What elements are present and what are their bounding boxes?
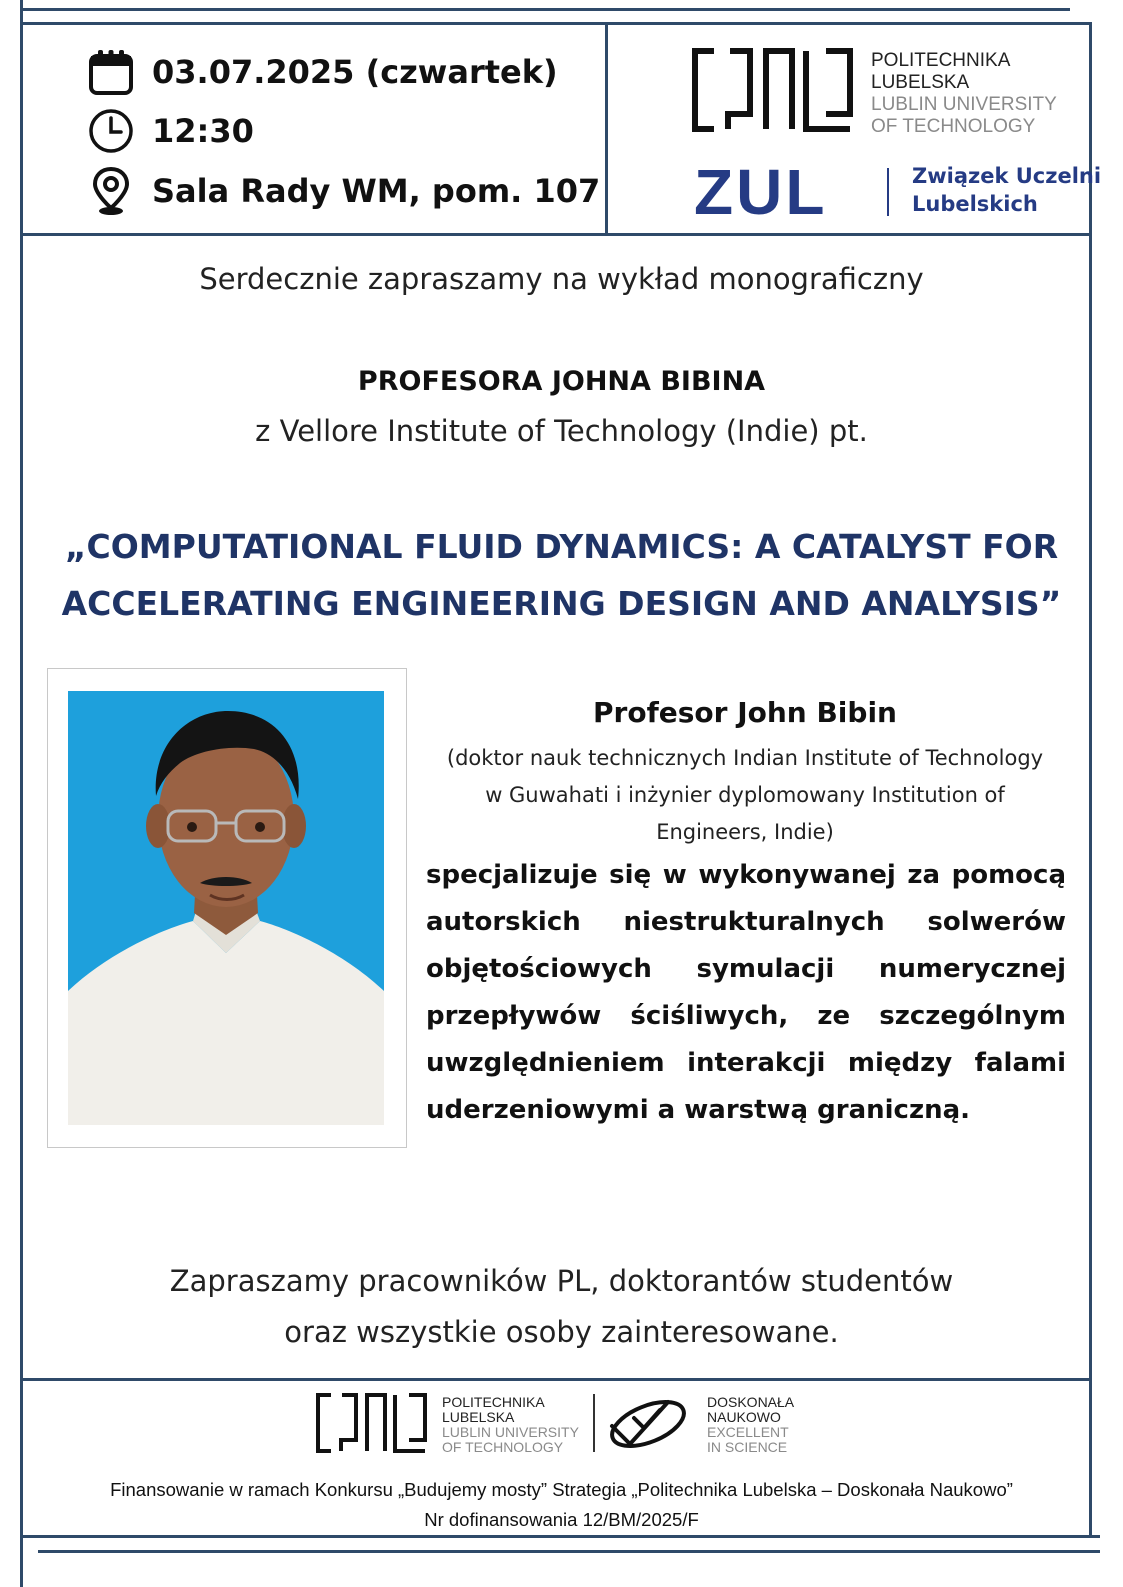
funding-note <box>0 1475 1123 1535</box>
dn-line-3: EXCELLENT <box>707 1424 789 1440</box>
doskonala-naukowo-text <box>707 1395 794 1455</box>
closing-line-1: Zapraszamy pracowników PL, doktorantów studentów <box>169 1264 954 1298</box>
frame-top-inner <box>22 22 1090 25</box>
closing-invitation <box>0 1256 1123 1358</box>
frame-bottom-outer <box>38 1550 1100 1553</box>
footer-politechnika-logo <box>316 1393 428 1455</box>
event-location: Sala Rady WM, pom. 107 <box>152 172 601 210</box>
speaker-name-caps: PROFESORA JOHNA BIBINA <box>357 366 766 397</box>
footer-logo-line-2: LUBELSKA <box>442 1409 515 1425</box>
footer-logo-line-4: OF TECHNOLOGY <box>442 1439 564 1455</box>
dn-line-4: IN SCIENCE <box>707 1439 788 1455</box>
footer-politechnika-text <box>442 1395 579 1455</box>
zul-line-1: Związek Uczelni <box>912 164 1102 188</box>
header-bottom-line <box>22 233 1090 236</box>
invitation-line: Serdecznie zapraszamy na wykład monograficzny <box>199 262 924 296</box>
logo-line-lubelska: LUBELSKA <box>871 72 970 93</box>
speaker-photo <box>68 691 384 1125</box>
logo-line-politechnika: POLITECHNIKA <box>871 50 1011 71</box>
bio-credentials-line-1: (doktor nauk technicznych Indian Institute of Technology <box>446 746 1044 770</box>
footer-top-line <box>22 1378 1090 1381</box>
funding-line-1: Finansowanie w ramach Konkursu „Budujemy mosty” Strategia „Politechnika Lubelska – Doskonała Naukowo” <box>110 1479 1013 1500</box>
doskonala-naukowo-logo-icon <box>608 1392 698 1454</box>
location-row <box>88 166 600 216</box>
bio-credentials <box>430 740 1060 851</box>
footer-logo-separator <box>593 1394 595 1452</box>
bio-credentials-line-2: w Guwahati i inżynier dyplomowany Institution of <box>485 783 1005 807</box>
calendar-icon <box>88 48 134 96</box>
funding-line-2: Nr dofinansowania 12/BM/2025/F <box>424 1509 699 1530</box>
politechnika-logo-text <box>871 50 1057 138</box>
bio-description: specjalizuje się w wykonywanej za pomocą autorskich niestrukturalnych solwerów objętościowych symulacji numerycznej przepływów ściśliwych, ze szczególnym uwzględnieniem interakcji między falami uderzeniowymi a warstwą graniczną. <box>426 860 1066 1125</box>
zul-logo-text <box>912 162 1101 218</box>
header-divider <box>605 22 608 234</box>
logo-line-lublin-university: LUBLIN UNIVERSITY <box>871 94 1057 115</box>
event-time: 12:30 <box>152 112 254 150</box>
politechnika-lubelska-logo <box>692 48 854 134</box>
dn-line-1: DOSKONAŁA <box>707 1394 795 1410</box>
speaker-photo-frame <box>47 668 407 1148</box>
logo-line-of-technology: OF TECHNOLOGY <box>871 116 1036 137</box>
footer-logo-line-3: LUBLIN UNIVERSITY <box>442 1424 579 1440</box>
footer-logo-line-1: POLITECHNIKA <box>442 1394 545 1410</box>
zul-logo: ZUL <box>694 156 828 228</box>
speaker-institution: z Vellore Institute of Technology (Indie) pt. <box>255 414 868 448</box>
frame-bottom-inner <box>22 1535 1100 1538</box>
lecture-title-line-2: ACCELERATING ENGINEERING DESIGN AND ANALYSIS” <box>61 584 1062 623</box>
bio-credentials-line-3: Engineers, Indie) <box>656 820 834 844</box>
closing-line-2: oraz wszystkie osoby zainteresowane. <box>284 1315 839 1349</box>
zul-line-2: Lubelskich <box>912 192 1038 216</box>
zul-separator <box>887 168 889 216</box>
date-row <box>88 48 558 96</box>
location-pin-icon <box>88 166 134 216</box>
clock-icon <box>88 108 134 154</box>
lecture-title <box>40 518 1083 632</box>
event-date: 03.07.2025 (czwartek) <box>152 53 558 91</box>
frame-top-outer <box>22 8 1070 11</box>
dn-line-2: NAUKOWO <box>707 1409 781 1425</box>
time-row <box>88 108 254 154</box>
lecture-title-line-1: „COMPUTATIONAL FLUID DYNAMICS: A CATALYST FOR <box>64 527 1059 566</box>
bio-speaker-name: Profesor John Bibin <box>593 696 897 729</box>
